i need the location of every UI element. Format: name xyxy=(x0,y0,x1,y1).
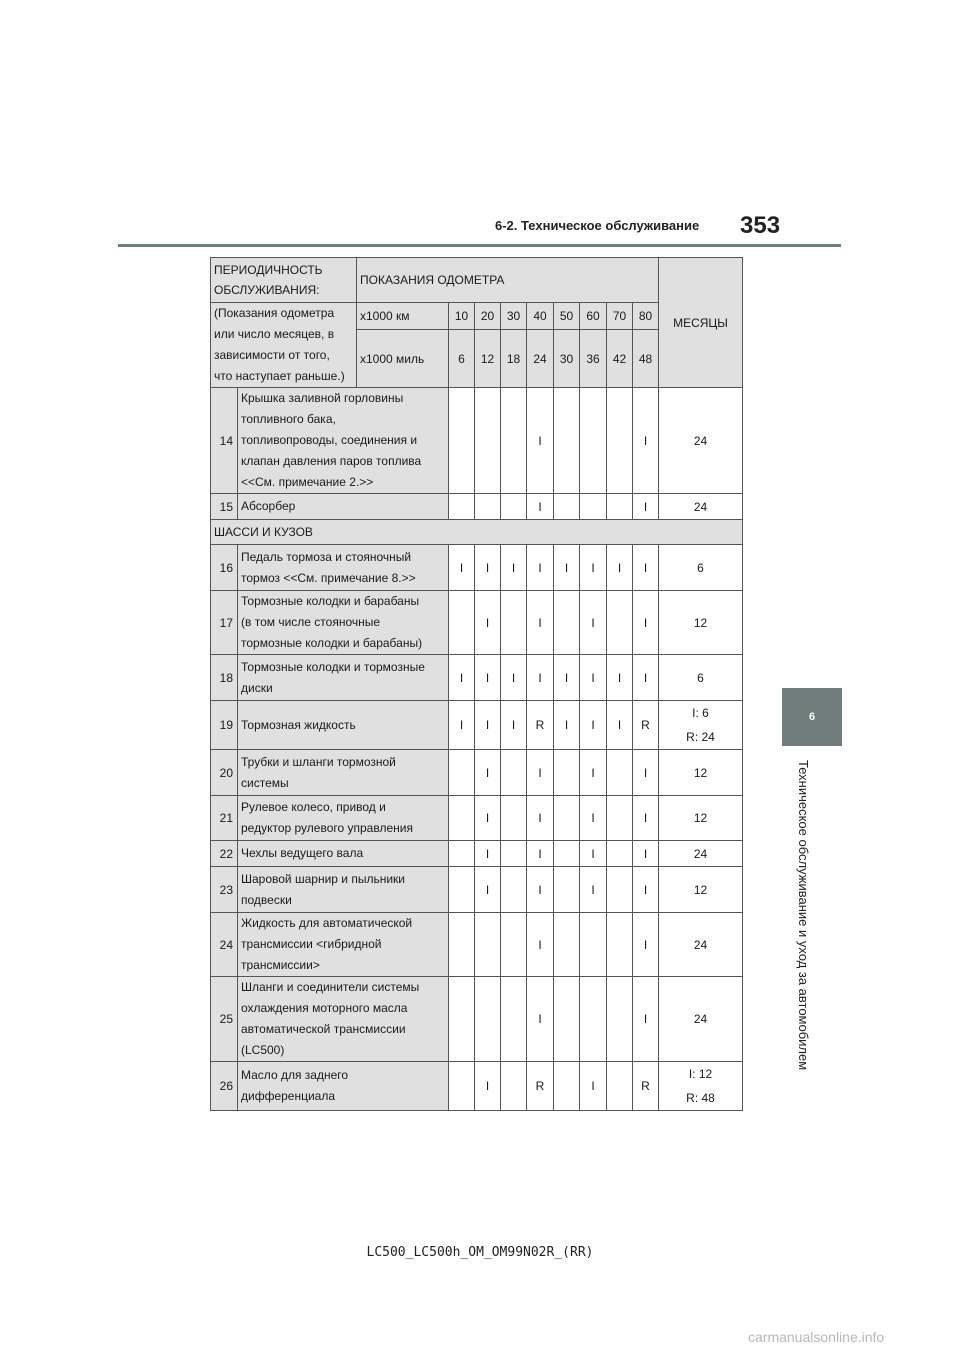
service-mark xyxy=(501,388,527,494)
km-value: 80 xyxy=(633,303,659,330)
description-line: диски xyxy=(241,680,273,695)
service-mark: I xyxy=(475,867,501,913)
km-value: 40 xyxy=(527,303,554,330)
item-description xyxy=(238,841,449,867)
service-mark: I xyxy=(580,841,607,867)
km-value: 10 xyxy=(449,303,475,330)
description-line: Жидкость для автоматической xyxy=(241,916,413,930)
watermark: carmanualsonline.info xyxy=(748,1329,885,1345)
table-row xyxy=(211,1062,743,1111)
service-mark: I xyxy=(449,545,475,591)
odometer-note xyxy=(211,303,357,388)
service-mark: I xyxy=(449,655,475,701)
item-number: 25 xyxy=(211,977,238,1062)
service-mark: I xyxy=(580,867,607,913)
service-mark: I xyxy=(580,701,607,750)
chapter-side-title: Техническое обслуживание и уход за автомобилем xyxy=(796,760,811,1071)
months-line: 12 xyxy=(693,882,708,897)
mile-value: 24 xyxy=(527,330,554,388)
periodicity-line: ПЕРИОДИЧНОСТЬ xyxy=(214,263,323,277)
chapter-tab[interactable]: 6 xyxy=(782,688,842,746)
service-mark xyxy=(501,841,527,867)
service-mark xyxy=(607,977,633,1062)
service-mark xyxy=(475,977,501,1062)
service-mark: I xyxy=(527,867,554,913)
service-mark: I xyxy=(475,796,501,841)
periodicity-header xyxy=(211,258,357,303)
months-line: 24 xyxy=(693,937,708,952)
description-line: (LC500) xyxy=(241,1043,285,1057)
odometer-header: ПОКАЗАНИЯ ОДОМЕТРА xyxy=(357,258,659,303)
item-number: 18 xyxy=(211,655,238,701)
service-mark xyxy=(607,796,633,841)
service-mark: I xyxy=(580,591,607,655)
item-number: 14 xyxy=(211,388,238,494)
description-line: Абсорбер xyxy=(241,499,296,513)
km-unit: x1000 км xyxy=(357,303,449,330)
service-mark: R xyxy=(527,701,554,750)
table-row xyxy=(211,701,743,750)
item-description xyxy=(238,494,449,520)
service-mark: I xyxy=(527,913,554,977)
service-mark xyxy=(607,388,633,494)
service-mark xyxy=(554,867,580,913)
months-line: 24 xyxy=(693,499,708,514)
months-value xyxy=(659,591,743,655)
periodicity-line: ОБСЛУЖИВАНИЯ: xyxy=(214,283,320,297)
months-value xyxy=(659,977,743,1062)
table-row xyxy=(211,591,743,655)
service-mark xyxy=(501,796,527,841)
months-header: МЕСЯЦЫ xyxy=(659,258,743,388)
months-line: 6 xyxy=(697,670,704,685)
service-mark: I xyxy=(580,796,607,841)
service-mark: I xyxy=(633,591,659,655)
table-row xyxy=(211,494,743,520)
service-mark xyxy=(607,494,633,520)
service-mark: I xyxy=(633,388,659,494)
service-mark: I xyxy=(633,867,659,913)
description-line: Трубки и шланги тормозной xyxy=(241,754,396,769)
service-mark xyxy=(449,796,475,841)
service-mark: I xyxy=(527,494,554,520)
service-mark xyxy=(475,494,501,520)
service-mark xyxy=(554,977,580,1062)
service-mark: I xyxy=(475,701,501,750)
service-mark: I xyxy=(633,494,659,520)
service-mark: I xyxy=(607,701,633,750)
service-mark xyxy=(607,841,633,867)
months-value xyxy=(659,1062,743,1111)
service-mark xyxy=(607,750,633,796)
item-description xyxy=(238,913,449,977)
table-row xyxy=(211,796,743,841)
service-mark xyxy=(607,913,633,977)
months-line: 24 xyxy=(693,1012,708,1026)
service-mark xyxy=(475,388,501,494)
service-mark: I xyxy=(633,655,659,701)
section-row xyxy=(211,520,743,545)
service-mark: I xyxy=(475,655,501,701)
note-line: или число месяцев, в xyxy=(214,327,335,341)
service-mark: I xyxy=(475,591,501,655)
service-mark: I xyxy=(475,750,501,796)
table-row xyxy=(211,841,743,867)
service-mark xyxy=(554,796,580,841)
months-line: 24 xyxy=(693,433,708,448)
service-mark: I xyxy=(501,545,527,591)
service-mark xyxy=(449,494,475,520)
months-line: I: 12 xyxy=(688,1067,713,1081)
description-line: системы xyxy=(241,775,289,790)
service-mark xyxy=(607,591,633,655)
item-description xyxy=(238,545,449,591)
item-number: 20 xyxy=(211,750,238,796)
table-body xyxy=(211,258,743,1111)
mile-value: 12 xyxy=(475,330,501,388)
description-line: <<См. примечание 2.>> xyxy=(241,475,374,489)
service-mark xyxy=(475,913,501,977)
service-mark: I xyxy=(607,545,633,591)
service-mark: I xyxy=(554,655,580,701)
item-description xyxy=(238,796,449,841)
service-mark xyxy=(501,750,527,796)
service-mark xyxy=(554,494,580,520)
description-line: Шланги и соединители системы xyxy=(241,980,420,994)
service-mark: I xyxy=(475,545,501,591)
months-value xyxy=(659,545,743,591)
table-row xyxy=(211,867,743,913)
service-mark: I xyxy=(527,591,554,655)
description-line: трансмиссии> xyxy=(241,958,320,972)
description-line: трансмиссии <гибридной xyxy=(241,937,382,951)
description-line: Чехлы ведущего вала xyxy=(241,846,364,860)
item-number: 22 xyxy=(211,841,238,867)
mile-value: 36 xyxy=(580,330,607,388)
service-mark: I xyxy=(633,796,659,841)
description-line: охлаждения моторного масла xyxy=(241,1001,408,1015)
service-mark xyxy=(501,591,527,655)
service-mark: I xyxy=(527,841,554,867)
months-value xyxy=(659,655,743,701)
description-line: Масло для заднего xyxy=(241,1068,349,1082)
service-mark xyxy=(449,1062,475,1111)
document-code: LC500_LC500h_OM_OM99N02R_(RR) xyxy=(366,1245,594,1260)
service-mark xyxy=(501,913,527,977)
service-mark: I xyxy=(633,913,659,977)
service-mark: I xyxy=(501,655,527,701)
months-value xyxy=(659,494,743,520)
description-line: Педаль тормоза и стояночный xyxy=(241,549,412,564)
months-line: R: 24 xyxy=(686,730,715,744)
item-number: 23 xyxy=(211,867,238,913)
months-line: 24 xyxy=(693,846,708,861)
months-line: 12 xyxy=(693,615,708,630)
months-line: R: 48 xyxy=(686,1091,715,1105)
service-mark xyxy=(554,388,580,494)
service-mark xyxy=(580,494,607,520)
mile-unit: x1000 миль xyxy=(357,330,449,388)
description-line: тормоз <<См. примечание 8.>> xyxy=(241,570,416,585)
service-mark: I xyxy=(527,545,554,591)
months-value xyxy=(659,867,743,913)
section-title: 6-2. Техническое обслуживание xyxy=(495,218,700,233)
mile-value: 18 xyxy=(501,330,527,388)
months-value xyxy=(659,701,743,750)
note-line: что наступает раньше.) xyxy=(214,369,345,383)
item-description xyxy=(238,655,449,701)
service-mark xyxy=(449,388,475,494)
service-mark: I xyxy=(527,750,554,796)
item-number: 19 xyxy=(211,701,238,750)
service-mark xyxy=(449,750,475,796)
description-line: дифференциала xyxy=(241,1089,336,1103)
item-description xyxy=(238,867,449,913)
item-number: 15 xyxy=(211,494,238,520)
months-value xyxy=(659,750,743,796)
description-line: (в том числе стояночные xyxy=(241,615,381,629)
description-line: топливного бака, xyxy=(241,412,336,426)
service-mark: I xyxy=(580,750,607,796)
description-line: Тормозная жидкость xyxy=(241,717,356,732)
mile-value: 30 xyxy=(554,330,580,388)
item-description xyxy=(238,388,449,494)
km-value: 60 xyxy=(580,303,607,330)
item-description xyxy=(238,750,449,796)
service-mark xyxy=(580,388,607,494)
months-line: I: 6 xyxy=(692,706,709,720)
service-mark: I xyxy=(580,655,607,701)
service-mark xyxy=(580,977,607,1062)
months-value xyxy=(659,913,743,977)
service-mark xyxy=(501,977,527,1062)
months-value xyxy=(659,796,743,841)
item-description xyxy=(238,591,449,655)
mile-value: 48 xyxy=(633,330,659,388)
table-row xyxy=(211,388,743,494)
km-value: 50 xyxy=(554,303,580,330)
item-description xyxy=(238,977,449,1062)
item-description xyxy=(238,1062,449,1111)
service-mark xyxy=(554,841,580,867)
description-line: подвески xyxy=(241,892,292,907)
service-mark xyxy=(554,750,580,796)
description-line: редуктор рулевого управления xyxy=(241,821,413,835)
mile-value: 42 xyxy=(607,330,633,388)
description-line: топливопроводы, соединения и xyxy=(241,433,418,447)
months-line: 12 xyxy=(693,811,708,825)
item-number: 16 xyxy=(211,545,238,591)
service-mark xyxy=(449,867,475,913)
months-value xyxy=(659,841,743,867)
description-line: Тормозные колодки и тормозные xyxy=(241,659,425,674)
service-mark xyxy=(449,841,475,867)
km-value: 20 xyxy=(475,303,501,330)
item-number: 24 xyxy=(211,913,238,977)
description-line: Рулевое колесо, привод и xyxy=(241,800,386,814)
km-value: 30 xyxy=(501,303,527,330)
service-mark xyxy=(607,867,633,913)
service-mark: I xyxy=(449,701,475,750)
header-divider xyxy=(118,244,841,247)
item-description xyxy=(238,701,449,750)
km-value: 70 xyxy=(607,303,633,330)
service-mark: I xyxy=(633,750,659,796)
table-row xyxy=(211,545,743,591)
maintenance-schedule-table xyxy=(210,257,743,1111)
service-mark: I xyxy=(633,545,659,591)
service-mark: I xyxy=(607,655,633,701)
table-row xyxy=(211,977,743,1062)
service-mark xyxy=(554,591,580,655)
service-mark xyxy=(580,913,607,977)
months-value xyxy=(659,388,743,494)
table-row xyxy=(211,750,743,796)
service-mark: R xyxy=(633,701,659,750)
table-row xyxy=(211,913,743,977)
table-header-row xyxy=(211,258,743,303)
service-mark: I xyxy=(527,388,554,494)
description-line: Крышка заливной горловины xyxy=(241,391,404,405)
service-mark xyxy=(501,1062,527,1111)
item-number: 26 xyxy=(211,1062,238,1111)
description-line: автоматической трансмиссии xyxy=(241,1022,406,1036)
description-line: клапан давления паров топлива xyxy=(241,454,422,468)
service-mark: I xyxy=(475,841,501,867)
section-label: ШАССИ И КУЗОВ xyxy=(211,520,743,545)
service-mark: I xyxy=(554,545,580,591)
service-mark xyxy=(554,1062,580,1111)
description-line: Тормозные колодки и барабаны xyxy=(241,594,420,608)
service-mark: R xyxy=(527,1062,554,1111)
service-mark: I xyxy=(475,1062,501,1111)
service-mark xyxy=(449,913,475,977)
service-mark xyxy=(501,494,527,520)
mile-value: 6 xyxy=(449,330,475,388)
service-mark: I xyxy=(580,545,607,591)
service-mark: I xyxy=(527,655,554,701)
service-mark xyxy=(554,913,580,977)
table-row xyxy=(211,655,743,701)
service-mark: I xyxy=(501,701,527,750)
item-number: 17 xyxy=(211,591,238,655)
note-line: зависимости от того, xyxy=(214,348,330,362)
service-mark: I xyxy=(554,701,580,750)
service-mark: I xyxy=(527,796,554,841)
description-line: Шаровой шарнир и пыльники xyxy=(241,871,405,886)
service-mark: I xyxy=(633,977,659,1062)
note-line: (Показания одометра xyxy=(214,306,335,320)
service-mark: I xyxy=(527,977,554,1062)
service-mark xyxy=(449,977,475,1062)
service-mark: R xyxy=(633,1062,659,1111)
service-mark xyxy=(607,1062,633,1111)
service-mark: I xyxy=(580,1062,607,1111)
service-mark: I xyxy=(633,841,659,867)
description-line: тормозные колодки и барабаны) xyxy=(241,636,423,650)
service-mark xyxy=(501,867,527,913)
item-number: 21 xyxy=(211,796,238,841)
service-mark xyxy=(449,591,475,655)
page-number: 353 xyxy=(740,212,781,239)
months-line: 6 xyxy=(697,560,704,575)
months-line: 12 xyxy=(693,765,708,780)
